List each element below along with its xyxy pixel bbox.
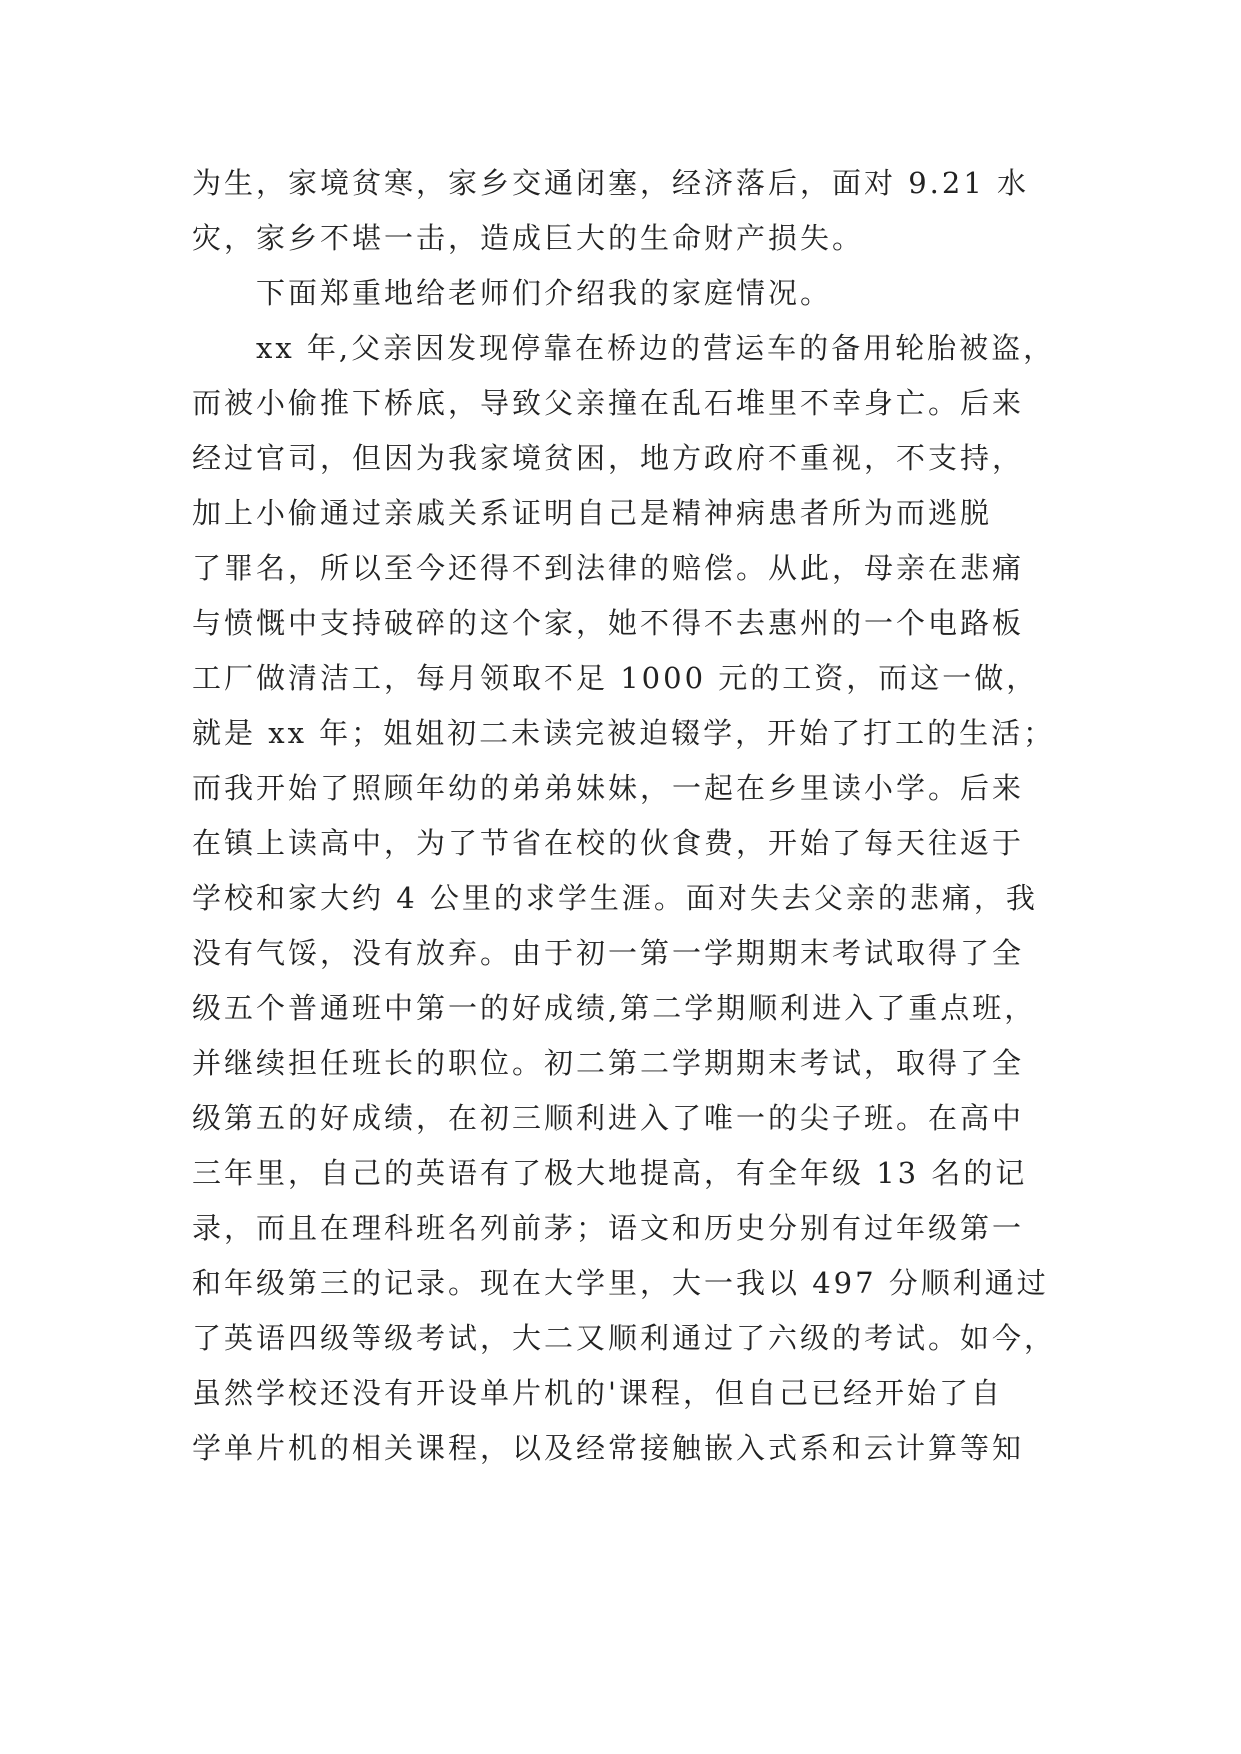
text-line: 并继续担任班长的职位。初二第二学期期末考试，取得了全 — [192, 1046, 1025, 1080]
text-line: 录，而且在理科班名列前茅；语文和历史分别有过年级第一 — [192, 1211, 1025, 1245]
text-line: 三年里，自己的英语有了极大地提高，有全年级 13 名的记 — [192, 1156, 1028, 1190]
text-line: 虽然学校还没有开设单片机的'课程，但自己已经开始了自 — [192, 1376, 1003, 1410]
text-line: 学单片机的相关课程，以及经常接触嵌入式系和云计算等知 — [192, 1431, 1025, 1465]
text-line: 级五个普通班中第一的好成绩,第二学期顺利进入了重点班， — [192, 991, 1037, 1025]
body-text — [192, 156, 1062, 1476]
text-line: 为生，家境贫寒，家乡交通闭塞，经济落后，面对 9.21 水 — [192, 166, 1030, 200]
text-line: 与愤慨中支持破碎的这个家，她不得不去惠州的一个电路板 — [192, 606, 1025, 640]
text-line: 经过官司，但因为我家境贫困，地方政府不重视，不支持， — [192, 441, 1025, 475]
text-line: 了英语四级等级考试，大二又顺利通过了六级的考试。如今， — [192, 1321, 1057, 1355]
text-line: 没有气馁，没有放弃。由于初一第一学期期末考试取得了全 — [192, 936, 1025, 970]
text-line: 加上小偷通过亲戚关系证明自己是精神病患者所为而逃脱 — [192, 496, 993, 530]
text-line: 灾，家乡不堪一击，造成巨大的生命财产损失。 — [192, 221, 865, 255]
text-line: 下面郑重地给老师们介绍我的家庭情况。 — [256, 276, 833, 310]
text-line: 在镇上读高中，为了节省在校的伙食费，开始了每天往返于 — [192, 826, 1025, 860]
text-line: 而被小偷推下桥底，导致父亲撞在乱石堆里不幸身亡。后来 — [192, 386, 1025, 420]
text-line: 工厂做清洁工，每月领取不足 1000 元的工资，而这一做， — [192, 661, 1039, 695]
text-line: 就是 xx 年；姐姐初二未读完被迫辍学，开始了打工的生活； — [192, 716, 1056, 750]
text-line: 而我开始了照顾年幼的弟弟妹妹，一起在乡里读小学。后来 — [192, 771, 1025, 805]
text-line: 学校和家大约 4 公里的求学生涯。面对失去父亲的悲痛，我 — [192, 881, 1038, 915]
text-line: 级第五的好成绩，在初三顺利进入了唯一的尖子班。在高中 — [192, 1101, 1025, 1135]
text-line: 了罪名，所以至今还得不到法律的赔偿。从此，母亲在悲痛 — [192, 551, 1025, 585]
text-line: xx 年,父亲因发现停靠在桥边的营运车的备用轮胎被盗， — [256, 331, 1056, 365]
text-line: 和年级第三的记录。现在大学里，大一我以 497 分顺利通过 — [192, 1266, 1049, 1300]
